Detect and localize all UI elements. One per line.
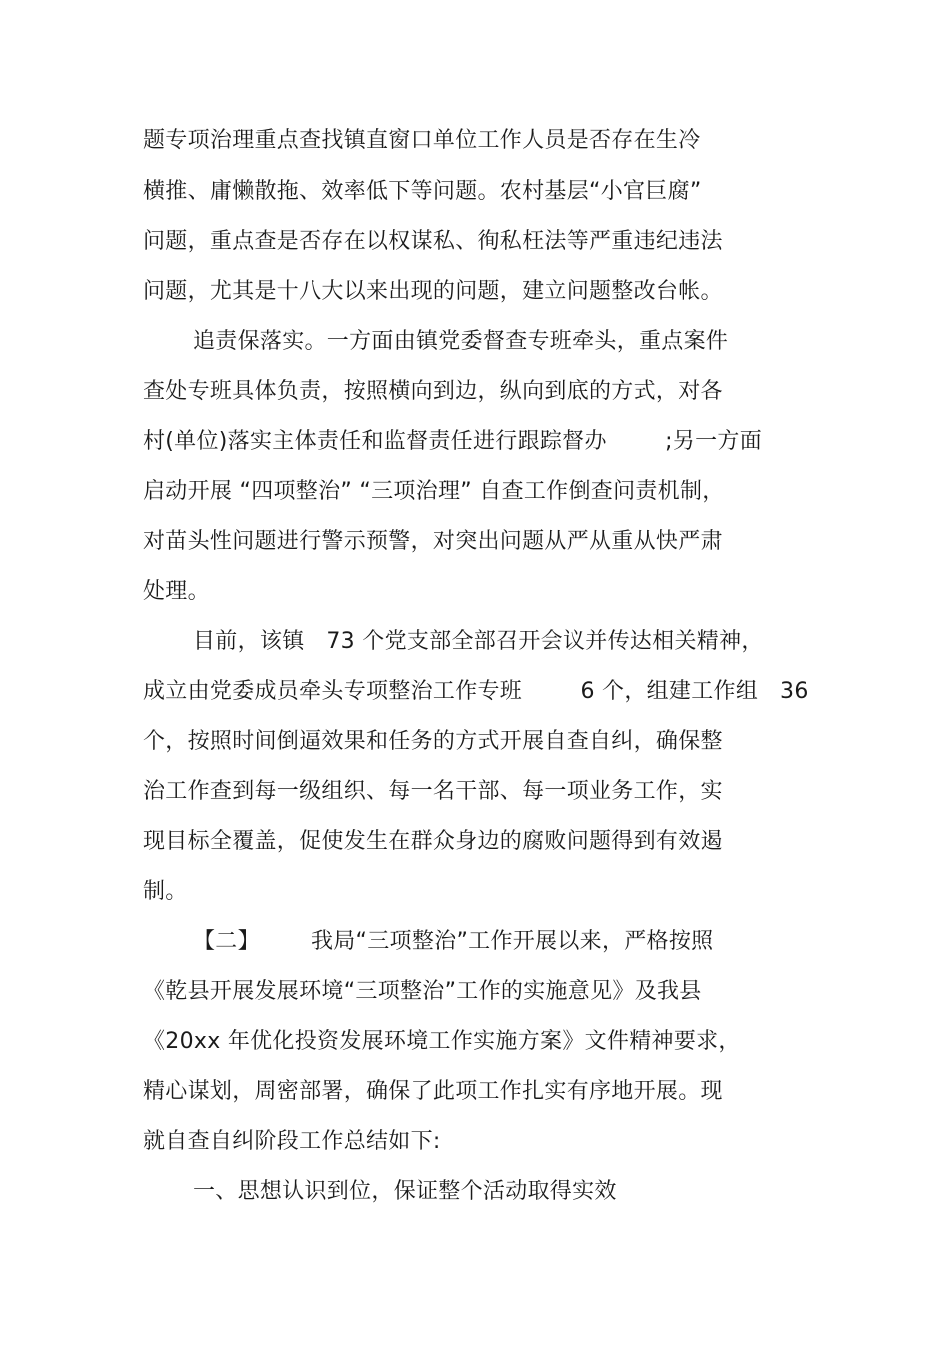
text-line: 成立由党委成员牵头专项整治工作专班 6 个，组建工作组 36: [143, 679, 809, 704]
paragraph-start-line: 目前，该镇 73 个党支部全部召开会议并传达相关精神，: [193, 629, 764, 654]
text-line: 现目标全覆盖，促使发生在群众身边的腐败问题得到有效遏: [143, 829, 723, 854]
subheading-line: 一、思想认识到位，保证整个活动取得实效: [193, 1179, 617, 1204]
text-line: 村(单位)落实主体责任和监督责任进行跟踪督办 ;另一方面: [143, 429, 763, 454]
text-line: 启动开展 “四项整治” “三项治理” 自查工作倒查问责机制，: [143, 479, 725, 504]
text-line: 处理。: [143, 579, 210, 604]
text-line: 问题，重点查是否存在以权谋私、徇私枉法等严重违纪违法: [143, 229, 723, 254]
paragraph-start-line: 追责保落实。一方面由镇党委督查专班牵头，重点案件: [193, 329, 729, 354]
section-heading-line: 【二】 我局“三项整治”工作开展以来，严格按照: [193, 929, 714, 954]
text-line: 个，按照时间倒逼效果和任务的方式开展自查自纠，确保整: [143, 729, 723, 754]
text-line: 问题，尤其是十八大以来出现的问题，建立问题整改台帐。: [143, 279, 723, 304]
text-line: 横推、庸懒散拖、效率低下等问题。农村基层“小官巨腐”: [143, 179, 702, 204]
text-line: 就自查自纠阶段工作总结如下:: [143, 1129, 441, 1154]
text-line: 精心谋划，周密部署，确保了此项工作扎实有序地开展。现: [143, 1079, 723, 1104]
text-line: 题专项治理重点查找镇直窗口单位工作人员是否存在生冷: [143, 128, 701, 153]
text-line: 《20xx 年优化投资发展环境工作实施方案》文件精神要求，: [143, 1029, 741, 1054]
text-line: 治工作查到每一级组织、每一名干部、每一项业务工作，实: [143, 779, 723, 804]
text-line: 查处专班具体负责，按照横向到边，纵向到底的方式，对各: [143, 379, 723, 404]
text-line: 制。: [143, 879, 188, 904]
text-line: 对苗头性问题进行警示预警，对突出问题从严从重从快严肃: [143, 529, 723, 554]
text-line: 《乾县开展发展环境“三项整治”工作的实施意见》及我县: [143, 979, 702, 1004]
